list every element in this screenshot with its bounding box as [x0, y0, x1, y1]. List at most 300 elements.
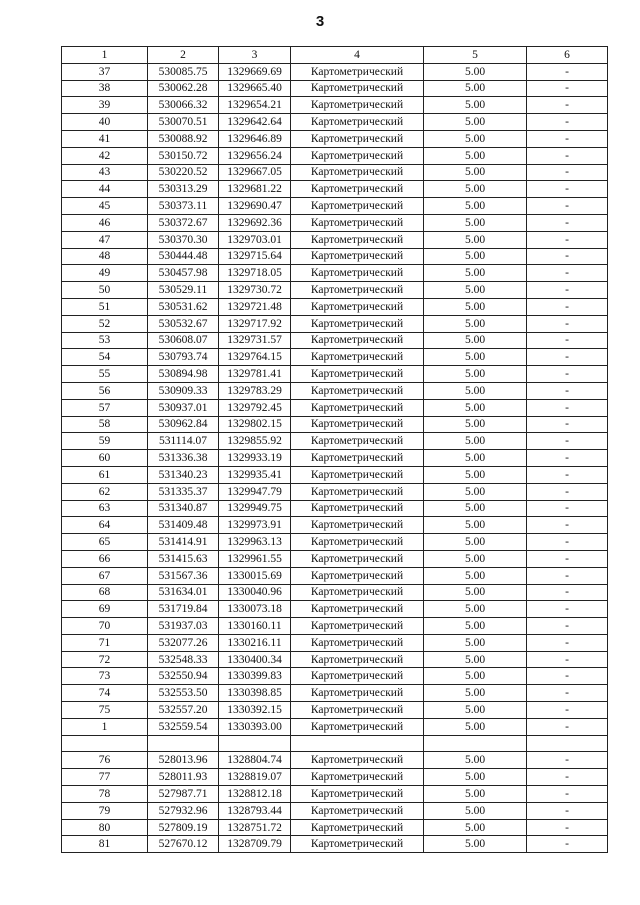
table-row: [62, 349, 608, 366]
table-cell: Картометрический: [291, 399, 424, 416]
table-cell: -: [527, 718, 608, 735]
table-cell: 5.00: [424, 164, 527, 181]
table-cell: -: [527, 618, 608, 635]
table-cell: 1329692.36: [219, 214, 291, 231]
table-row: [62, 416, 608, 433]
table-cell: Картометрический: [291, 651, 424, 668]
table-cell: 5.00: [424, 349, 527, 366]
table-cell: 1329717.92: [219, 315, 291, 332]
table-cell: 59: [62, 433, 148, 450]
table-cell: Картометрический: [291, 366, 424, 383]
table-cell: Картометрический: [291, 332, 424, 349]
table-row: [62, 718, 608, 735]
table-row: [62, 618, 608, 635]
table-cell: 5.00: [424, 786, 527, 803]
table-row: [62, 517, 608, 534]
table-cell: -: [527, 702, 608, 719]
table-row: [62, 298, 608, 315]
table-cell: -: [527, 534, 608, 551]
table-cell: 1330393.00: [219, 718, 291, 735]
table-cell: 5.00: [424, 433, 527, 450]
table-cell: 531340.23: [148, 466, 219, 483]
table-cell: 1329781.41: [219, 366, 291, 383]
table-cell: 5.00: [424, 836, 527, 853]
table-cell: 530608.07: [148, 332, 219, 349]
table-row: [62, 248, 608, 265]
table-cell: Картометрический: [291, 382, 424, 399]
table-cell: -: [527, 214, 608, 231]
table-cell: -: [527, 399, 608, 416]
table-cell: 79: [62, 802, 148, 819]
table-cell: 78: [62, 786, 148, 803]
table-row: [62, 97, 608, 114]
table-cell: Картометрический: [291, 584, 424, 601]
table-cell: Картометрический: [291, 231, 424, 248]
table-cell: 530532.67: [148, 315, 219, 332]
table-cell: Картометрический: [291, 298, 424, 315]
table-row: [62, 332, 608, 349]
table-row: [62, 450, 608, 467]
table-cell: Картометрический: [291, 282, 424, 299]
table-cell: 530372.67: [148, 214, 219, 231]
table-cell: 38: [62, 80, 148, 97]
table-row: [62, 651, 608, 668]
table-cell: 1330073.18: [219, 601, 291, 618]
table-cell: 1328812.18: [219, 786, 291, 803]
table-cell: 53: [62, 332, 148, 349]
table-cell: 5.00: [424, 819, 527, 836]
table-cell: Картометрический: [291, 450, 424, 467]
table-cell: 527670.12: [148, 836, 219, 853]
table-cell: 5.00: [424, 130, 527, 147]
table-cell: 1329718.05: [219, 265, 291, 282]
table-cell: -: [527, 282, 608, 299]
table-cell: 1330160.11: [219, 618, 291, 635]
table-cell: Картометрический: [291, 130, 424, 147]
table-cell: 76: [62, 752, 148, 769]
table-row: [62, 550, 608, 567]
table-cell: Картометрический: [291, 534, 424, 551]
table-cell: 68: [62, 584, 148, 601]
table-cell: -: [527, 416, 608, 433]
table-cell: -: [527, 634, 608, 651]
table-cell: 61: [62, 466, 148, 483]
table-cell: Картометрический: [291, 685, 424, 702]
table-cell: Картометрический: [291, 164, 424, 181]
table-cell: 52: [62, 315, 148, 332]
table-cell: 1328804.74: [219, 752, 291, 769]
table-cell: -: [527, 601, 608, 618]
table-cell: -: [527, 769, 608, 786]
table-cell: 1330216.11: [219, 634, 291, 651]
table-cell: 1329667.05: [219, 164, 291, 181]
table-row: [62, 214, 608, 231]
table-cell: 39: [62, 97, 148, 114]
table-cell: 56: [62, 382, 148, 399]
table-cell: -: [527, 265, 608, 282]
table-cell: 1329855.92: [219, 433, 291, 450]
table-cell: 1329973.91: [219, 517, 291, 534]
table-cell: 5.00: [424, 584, 527, 601]
table-cell: Картометрический: [291, 63, 424, 80]
table-cell: 530894.98: [148, 366, 219, 383]
table-cell: 5.00: [424, 80, 527, 97]
table-cell: 5.00: [424, 567, 527, 584]
table-cell: -: [527, 752, 608, 769]
table-row: [62, 786, 608, 803]
table-cell: 531937.03: [148, 618, 219, 635]
table-cell: Картометрический: [291, 517, 424, 534]
table-cell: 5.00: [424, 618, 527, 635]
table-cell: 5.00: [424, 382, 527, 399]
table-cell: [527, 735, 608, 752]
table-cell: 73: [62, 668, 148, 685]
table-cell: 530793.74: [148, 349, 219, 366]
table-cell: 530444.48: [148, 248, 219, 265]
header-cell: 4: [291, 47, 424, 64]
table-cell: 5.00: [424, 500, 527, 517]
table-cell: 1329654.21: [219, 97, 291, 114]
table-row: [62, 735, 608, 752]
table-cell: Картометрический: [291, 483, 424, 500]
table-row: [62, 433, 608, 450]
table-cell: 530150.72: [148, 147, 219, 164]
table-cell: 530373.11: [148, 198, 219, 215]
table-cell: 5.00: [424, 534, 527, 551]
table-cell: 1330015.69: [219, 567, 291, 584]
table-cell: 37: [62, 63, 148, 80]
page-number: 3: [315, 13, 325, 30]
table-cell: 60: [62, 450, 148, 467]
table-row: [62, 231, 608, 248]
table-cell: -: [527, 114, 608, 131]
table-row: [62, 164, 608, 181]
table-cell: 531415.63: [148, 550, 219, 567]
table-cell: 81: [62, 836, 148, 853]
table-cell: 5.00: [424, 265, 527, 282]
header-cell: 1: [62, 47, 148, 64]
table-cell: 1328793.44: [219, 802, 291, 819]
table-cell: 530062.28: [148, 80, 219, 97]
table-row: [62, 80, 608, 97]
table-cell: -: [527, 97, 608, 114]
table-cell: 49: [62, 265, 148, 282]
table-cell: 528011.93: [148, 769, 219, 786]
table-cell: 45: [62, 198, 148, 215]
table-cell: 74: [62, 685, 148, 702]
table-cell: 50: [62, 282, 148, 299]
table-cell: -: [527, 198, 608, 215]
table-cell: 77: [62, 769, 148, 786]
table-cell: Картометрический: [291, 702, 424, 719]
table-cell: 1329933.19: [219, 450, 291, 467]
table-cell: 54: [62, 349, 148, 366]
table-cell: 57: [62, 399, 148, 416]
table-row: [62, 567, 608, 584]
table-cell: 1329646.89: [219, 130, 291, 147]
table-row: [62, 752, 608, 769]
table-cell: 530529.11: [148, 282, 219, 299]
table-cell: 5.00: [424, 685, 527, 702]
table-cell: 75: [62, 702, 148, 719]
table-cell: Картометрический: [291, 315, 424, 332]
table-cell: 532557.20: [148, 702, 219, 719]
table-cell: Картометрический: [291, 466, 424, 483]
table-row: [62, 315, 608, 332]
table-cell: 1329961.55: [219, 550, 291, 567]
table-row: [62, 382, 608, 399]
table-cell: Картометрический: [291, 214, 424, 231]
table-cell: 530962.84: [148, 416, 219, 433]
table-row: [62, 634, 608, 651]
table-cell: 5.00: [424, 63, 527, 80]
table-cell: 1329783.29: [219, 382, 291, 399]
table-cell: 46: [62, 214, 148, 231]
table-cell: 1329665.40: [219, 80, 291, 97]
table-cell: -: [527, 819, 608, 836]
table-cell: 1329656.24: [219, 147, 291, 164]
table-cell: 1328751.72: [219, 819, 291, 836]
table-cell: 531414.91: [148, 534, 219, 551]
table-cell: 5.00: [424, 399, 527, 416]
table-cell: 1330040.96: [219, 584, 291, 601]
table-cell: Картометрический: [291, 601, 424, 618]
table-cell: 40: [62, 114, 148, 131]
table-row: [62, 466, 608, 483]
table-cell: Картометрический: [291, 349, 424, 366]
table-row: [62, 584, 608, 601]
table-cell: 530313.29: [148, 181, 219, 198]
table-row: [62, 500, 608, 517]
table-cell: 1329802.15: [219, 416, 291, 433]
table-cell: -: [527, 433, 608, 450]
table-cell: 527932.96: [148, 802, 219, 819]
table-cell: Картометрический: [291, 198, 424, 215]
table-cell: 1330392.15: [219, 702, 291, 719]
table-cell: -: [527, 332, 608, 349]
table-cell: 1329764.15: [219, 349, 291, 366]
table-header-row: [62, 47, 608, 64]
table-cell: 5.00: [424, 634, 527, 651]
table-cell: 530937.01: [148, 399, 219, 416]
table-cell: 1329730.72: [219, 282, 291, 299]
table-cell: 1329681.22: [219, 181, 291, 198]
table-cell: 5.00: [424, 366, 527, 383]
table-cell: 1330399.83: [219, 668, 291, 685]
table-cell: 5.00: [424, 450, 527, 467]
table-cell: 5.00: [424, 315, 527, 332]
table-cell: 530909.33: [148, 382, 219, 399]
table-cell: -: [527, 181, 608, 198]
table-cell: 43: [62, 164, 148, 181]
table-cell: 5.00: [424, 769, 527, 786]
table-cell: Картометрический: [291, 97, 424, 114]
table-cell: 5.00: [424, 181, 527, 198]
table-cell: 530070.51: [148, 114, 219, 131]
header-cell: 6: [527, 47, 608, 64]
table-cell: 1328819.07: [219, 769, 291, 786]
table-cell: -: [527, 80, 608, 97]
table-cell: 532077.26: [148, 634, 219, 651]
table-cell: -: [527, 315, 608, 332]
table-cell: 55: [62, 366, 148, 383]
table-row: [62, 147, 608, 164]
table-cell: 531114.07: [148, 433, 219, 450]
table-cell: 72: [62, 651, 148, 668]
table-row: [62, 819, 608, 836]
table-cell: 5.00: [424, 466, 527, 483]
table-cell: 531336.38: [148, 450, 219, 467]
table-cell: Картометрический: [291, 114, 424, 131]
table-cell: 1329935.41: [219, 466, 291, 483]
table-cell: 1329731.57: [219, 332, 291, 349]
table-cell: -: [527, 786, 608, 803]
table-row: [62, 483, 608, 500]
table-cell: Картометрический: [291, 433, 424, 450]
table-cell: -: [527, 500, 608, 517]
table-cell: 5.00: [424, 231, 527, 248]
table-cell: 48: [62, 248, 148, 265]
table-cell: 5.00: [424, 718, 527, 735]
header-cell: 5: [424, 47, 527, 64]
table-row: [62, 685, 608, 702]
table-cell: -: [527, 130, 608, 147]
table-cell: Картометрический: [291, 265, 424, 282]
table-row: [62, 702, 608, 719]
table-cell: Картометрический: [291, 567, 424, 584]
table-row: [62, 114, 608, 131]
table-cell: 5.00: [424, 483, 527, 500]
table-cell: 42: [62, 147, 148, 164]
table-cell: Картометрический: [291, 752, 424, 769]
table-cell: 71: [62, 634, 148, 651]
table-row: [62, 534, 608, 551]
table-cell: Картометрический: [291, 416, 424, 433]
table-cell: 5.00: [424, 198, 527, 215]
table-cell: Картометрический: [291, 147, 424, 164]
table-cell: Картометрический: [291, 634, 424, 651]
table-cell: 5.00: [424, 802, 527, 819]
table-cell: 5.00: [424, 651, 527, 668]
table-cell: 5.00: [424, 668, 527, 685]
table-cell: [291, 735, 424, 752]
table-cell: 5.00: [424, 702, 527, 719]
coordinates-table: [61, 46, 608, 853]
table-cell: Картометрический: [291, 550, 424, 567]
table-row: [62, 130, 608, 147]
table-cell: Картометрический: [291, 718, 424, 735]
table-cell: 1329642.64: [219, 114, 291, 131]
table-cell: 530457.98: [148, 265, 219, 282]
table-cell: -: [527, 63, 608, 80]
table-cell: 69: [62, 601, 148, 618]
table-cell: 5.00: [424, 248, 527, 265]
table-cell: Картометрический: [291, 500, 424, 517]
table-row: [62, 802, 608, 819]
table-cell: 531340.87: [148, 500, 219, 517]
table-cell: 5.00: [424, 282, 527, 299]
table-cell: Картометрический: [291, 248, 424, 265]
table-cell: 530370.30: [148, 231, 219, 248]
table-cell: 532559.54: [148, 718, 219, 735]
table-cell: 41: [62, 130, 148, 147]
table-cell: Картометрический: [291, 668, 424, 685]
table-cell: 531567.36: [148, 567, 219, 584]
table-cell: 5.00: [424, 752, 527, 769]
table-cell: -: [527, 836, 608, 853]
table-cell: 80: [62, 819, 148, 836]
table-cell: 62: [62, 483, 148, 500]
table-cell: 1329949.75: [219, 500, 291, 517]
table-cell: -: [527, 248, 608, 265]
table-cell: 5.00: [424, 332, 527, 349]
table-cell: 1329792.45: [219, 399, 291, 416]
table-cell: 1329963.13: [219, 534, 291, 551]
table-cell: Картометрический: [291, 618, 424, 635]
table-cell: 528013.96: [148, 752, 219, 769]
table-cell: [148, 735, 219, 752]
table-cell: 1329669.69: [219, 63, 291, 80]
table-cell: 1329947.79: [219, 483, 291, 500]
table-cell: [62, 735, 148, 752]
table-cell: 531719.84: [148, 601, 219, 618]
table-row: [62, 265, 608, 282]
table-cell: -: [527, 349, 608, 366]
table-cell: -: [527, 567, 608, 584]
table-cell: 5.00: [424, 517, 527, 534]
table-cell: -: [527, 231, 608, 248]
table-cell: 64: [62, 517, 148, 534]
table-cell: -: [527, 164, 608, 181]
table-cell: 531335.37: [148, 483, 219, 500]
table-cell: 44: [62, 181, 148, 198]
table-cell: 1329715.64: [219, 248, 291, 265]
table-row: [62, 601, 608, 618]
table-row: [62, 198, 608, 215]
table-cell: 532550.94: [148, 668, 219, 685]
table-cell: 1328709.79: [219, 836, 291, 853]
table-cell: 5.00: [424, 601, 527, 618]
table-cell: Картометрический: [291, 802, 424, 819]
table-cell: 1329690.47: [219, 198, 291, 215]
table-cell: 70: [62, 618, 148, 635]
table-cell: Картометрический: [291, 181, 424, 198]
table-cell: -: [527, 466, 608, 483]
table-row: [62, 668, 608, 685]
table-cell: 47: [62, 231, 148, 248]
table-cell: 530066.32: [148, 97, 219, 114]
table-cell: 531634.01: [148, 584, 219, 601]
table-cell: -: [527, 483, 608, 500]
table-cell: 1: [62, 718, 148, 735]
table-cell: 530088.92: [148, 130, 219, 147]
table-cell: 530220.52: [148, 164, 219, 181]
table-cell: 58: [62, 416, 148, 433]
table-cell: 530085.75: [148, 63, 219, 80]
table-cell: Картометрический: [291, 769, 424, 786]
table-cell: 63: [62, 500, 148, 517]
table-cell: -: [527, 366, 608, 383]
table-cell: 531409.48: [148, 517, 219, 534]
table-cell: Картометрический: [291, 80, 424, 97]
table-row: [62, 836, 608, 853]
table-cell: 1330398.85: [219, 685, 291, 702]
table-cell: 5.00: [424, 214, 527, 231]
table-cell: -: [527, 651, 608, 668]
table-cell: 5.00: [424, 550, 527, 567]
table-cell: 5.00: [424, 147, 527, 164]
header-cell: 3: [219, 47, 291, 64]
